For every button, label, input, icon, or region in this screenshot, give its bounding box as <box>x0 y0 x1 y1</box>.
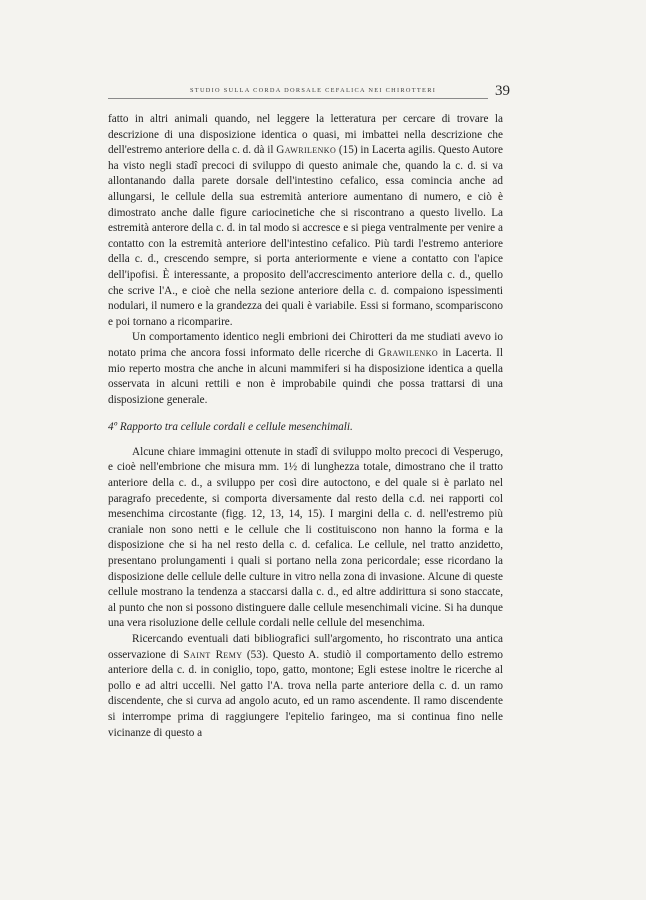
paragraph <box>108 330 503 408</box>
author-name: Grawilenko <box>378 346 439 359</box>
paragraph-text: Un comportamento identico negli embrioni dei Chirotteri da me studiati avevo io notato prima che ancora fossi informato delle ricerche di <box>108 331 503 359</box>
page-header <box>108 83 510 106</box>
page-number: 39 <box>495 83 510 99</box>
header-rule <box>108 98 488 99</box>
body-text <box>108 112 503 741</box>
paragraph: Alcune chiare immagini ottenute in stadî di sviluppo molto precoci di Vesperugo, e cioè nell'embrione che misura mm. 1½ di lunghezza totale, dimostrano che il tratto anteriore della c. d., a sviluppo per così dire autoctono, e del quale si è parlato nel paragrafo precedente, si comporta diversamente dal resto della c.d. nei rapporti col mesenchima circostante (figg. 12, 13, 14, 15). I margini della c. d. nell'estremo più craniale non sono netti e le cellule che li costituiscono non hanno la forma e la disposizione che si ha nel resto della c. d. cefalica. Le cellule, nel tratto anzidetto, presentano prolungamenti i quali si portano nella zona pericordale; esse ricordano la disposizione delle cellule delle culture in vitro nella zona di invasione. Alcune di queste cellule mostrano la tendenza a staccarsi dalla c. d., ed altre addirittura si sono staccate, al punto che non si possono distinguere dalle cellule mesenchimali vicine. Si ha dunque una vera risoluzione delle cellule cordali nelle cellule del mesenchima. <box>108 445 503 630</box>
section-title: Rapporto tra cellule cordali e cellule mesenchimali. <box>119 421 353 434</box>
paragraph-text: (15) in Lacerta agilis. Questo Autore ha visto negli stadî precoci di sviluppo di questo animale che, quando la c. d. si va allontanando dalla parete dorsale dell'intestino cefalico, essa comincia anche ad allungarsi, le cellule della sua estremità anteriore aumentano di numero, e ciò è dimostrato anche dalle figure cariocinetiche che si riscontrano a questo livello. La estremità anterore della c. d. in tal modo si accresce e si piega ventralmente per venire a contatto con la estremità anteriore dell'intestino cefalico. Più tardi l'estremo anteriore della c. d., crescendo sempre, si porta anteriormente e viene a contatto con l'apice dell'ipofisi. È interessante, a proposito dell'accrescimento anteriore della c. d., quello che scrive l'A., e cioè che nella sezione anteriore della c. d. compaiono ispessimenti nodulari, il numero e la grandezza dei quali è variabile. Essi si formano, scompariscono e poi tornano a ricomparire. <box>108 144 503 328</box>
paragraph-text: Ricercando eventuali dati bibliografici sull'argomento, ho riscontrato una antica osservazione di <box>108 633 503 661</box>
paragraph-text: (53). Questo A. studiò il comportamento dello estremo anteriore della c. d. in coniglio, topo, gatto, montone; Egli estese inoltre le ricerche al pollo e ad altri uccelli. Nel gatto l'A. trova nella parte anteriore della c. d. un ramo discendente, che si curva ad angolo acuto, ed un ramo ascendente. Il ramo discendente si interrompe prima di raggiungere l'epitelio faringeo, ma si continua fino nelle vicinanze di questo a <box>108 648 503 739</box>
section-heading <box>108 420 503 436</box>
paragraph-text: fatto in altri animali quando, nel leggere la letteratura per cercare di trovare la descrizione di una disposizione identica o quasi, mi imbattei nella descrizione che dell'estremo anteriore della c. d. dà il <box>108 113 503 157</box>
paragraph <box>108 632 503 741</box>
author-name: Gawrilenko <box>276 144 337 157</box>
running-title: STUDIO SULLA CORDA DORSALE CEFALICA NEI CHIROTTERI <box>190 87 437 94</box>
paragraph-text: in Lacerta. Il mio reperto mostra che anche in alcuni mammiferi si ha disposizione identica a quella osservata in alcuni rettili e non è improbabile quindi che possa trattarsi di una disposizione generale. <box>108 346 503 406</box>
paragraph <box>108 112 503 330</box>
author-name: Saint Remy <box>183 648 243 661</box>
section-number: 4º <box>108 421 118 434</box>
